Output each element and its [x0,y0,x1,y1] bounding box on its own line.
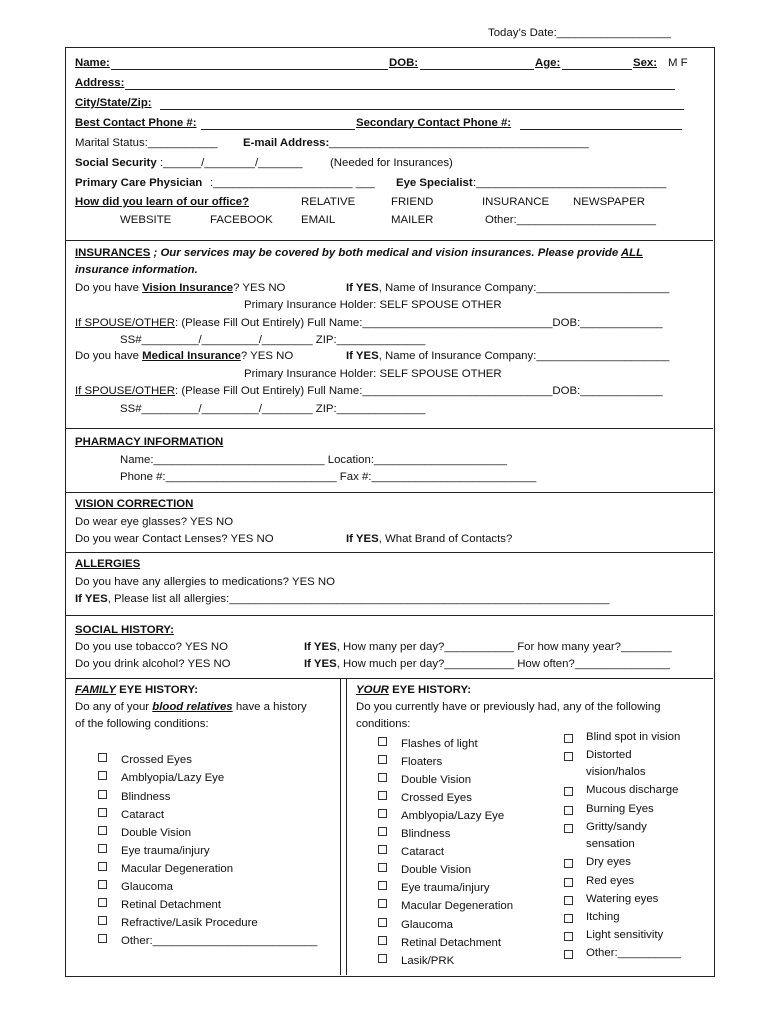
checkbox[interactable] [98,862,107,871]
checkbox[interactable] [378,827,387,836]
condition-label: Amblyopia/Lazy Eye [401,810,505,822]
referral-option-relative[interactable]: RELATIVE [301,196,356,208]
spouse-fullname-dob-field[interactable]: : (Please Fill Out Entirely) Full Name:______________________________DOB:_____________ [175,317,663,329]
condition-label: Gritty/sandy sensation [586,821,647,850]
family-history-title [75,684,198,696]
allergies-list[interactable] [75,593,609,605]
if-yes-label: If YES [346,533,379,545]
condition-item[interactable] [98,880,173,893]
checkbox[interactable] [98,826,107,835]
yes-no-options[interactable]: ? YES NO [233,282,286,294]
condition-label: Blindness [401,828,451,840]
insurance-intro [75,247,643,259]
condition-item[interactable] [98,790,170,803]
pharmacy-phone-fax[interactable]: Phone #:___________________________ Fax #:__________________________ [120,471,537,483]
condition-item[interactable] [378,954,454,967]
family-history-intro-continued: of the following conditions: [75,718,209,730]
social-security-field[interactable]: :______/________/_______ [160,157,303,169]
condition-label: Glaucoma [401,919,453,931]
condition-item[interactable] [378,881,490,894]
referral-option-email[interactable]: EMAIL [301,214,336,226]
blood-relatives-term: blood relatives [152,701,233,713]
condition-label: Macular Degeneration [121,863,234,875]
insurance-intro-all: ALL [620,247,644,259]
marital-status-label[interactable]: Marital Status:___________ [75,137,218,149]
condition-label: Eye trauma/injury [121,845,210,857]
condition-item[interactable] [564,729,694,746]
checkbox[interactable] [378,737,387,746]
condition-label: Double Vision [401,864,472,876]
checkbox[interactable] [378,845,387,854]
checkbox[interactable] [98,880,107,889]
checkbox[interactable] [378,773,387,782]
medical-ss-zip-line[interactable]: SS#_________/_________/________ ZIP:______________ [120,403,426,415]
your-word: YOUR [356,684,389,696]
eye-specialist-label: Eye Specialist [396,177,473,189]
referral-option-other[interactable]: Other:______________________ [485,214,657,226]
condition-item[interactable] [378,936,501,949]
eye-history-word: EYE HISTORY: [115,684,198,696]
checkbox[interactable] [98,808,107,817]
company-field[interactable]: , Name of Insurance Company:_____________________ [378,282,670,294]
condition-label: Other:__________ [586,947,682,959]
checkbox[interactable] [564,896,573,905]
condition-label: Refractive/Lasik Procedure [121,917,258,929]
checkbox[interactable] [564,824,573,833]
condition-label: Itching [586,911,620,923]
social-security-label: Social Security [75,157,157,169]
condition-item[interactable] [98,771,224,784]
dob-label: DOB: [389,57,419,69]
referral-question: How did you learn of our office? [75,196,250,208]
condition-item[interactable] [98,916,258,929]
social-history-title: SOCIAL HISTORY: [75,624,174,636]
question-prefix: Do you have [75,282,143,294]
referral-option-facebook[interactable]: FACEBOOK [210,214,273,226]
referral-option-friend[interactable]: FRIEND [391,196,434,208]
referral-option-newspaper[interactable]: NEWSPAPER [573,196,645,208]
email-label: E-mail Address: [243,137,330,149]
checkbox[interactable] [98,898,107,907]
medical-primary-holder[interactable]: Primary Insurance Holder: SELF SPOUSE OTHER [244,368,502,380]
condition-label: Light sensitivity [586,929,664,941]
checkbox[interactable] [378,936,387,945]
insurance-title: INSURANCES [75,247,151,259]
best-phone-field[interactable] [201,129,355,130]
dob-field[interactable] [420,69,534,70]
social-security-note: (Needed for Insurances) [330,157,453,169]
condition-label: Amblyopia/Lazy Eye [121,772,225,784]
condition-item[interactable] [564,909,694,926]
yes-no-options[interactable]: ? YES NO [240,350,294,362]
condition-label: Dry eyes [586,856,631,868]
condition-label: Floaters [401,756,443,768]
pharmacy-name-location[interactable]: Name:___________________________ Location:_____________________ [120,454,508,466]
name-field[interactable] [111,69,388,70]
eye-specialist-field[interactable]: :______________________________ [473,177,667,189]
checkbox[interactable] [378,809,387,818]
vision-ss-zip-line[interactable]: SS#_________/_________/________ ZIP:______________ [120,334,426,346]
sex-options[interactable]: M F [668,57,688,69]
checkbox[interactable] [378,881,387,890]
checkbox[interactable] [98,753,107,762]
your-history-intro: Do you currently have or previously had, any of the following [356,701,661,713]
family-word: FAMILY [75,684,116,696]
condition-item[interactable] [98,934,317,947]
condition-item[interactable] [564,854,694,871]
condition-label: Lasik/PRK [401,955,455,967]
condition-label: Retinal Detachment [401,937,502,949]
city-state-zip-field[interactable] [160,109,684,110]
condition-label: Flashes of light [401,738,478,750]
intro-suffix: have a history [232,701,307,713]
referral-option-mailer[interactable]: MAILER [391,214,434,226]
spouse-fullname-dob-field[interactable]: : (Please Fill Out Entirely) Full Name:______________________________DOB:_____________ [175,385,663,397]
condition-item[interactable] [378,773,471,786]
condition-item[interactable] [378,899,513,912]
medical-insurance-question[interactable] [75,350,293,362]
checkbox[interactable] [98,771,107,780]
if-yes-label: If YES [75,593,108,605]
condition-item[interactable] [564,782,694,799]
condition-label: Crossed Eyes [121,754,192,766]
family-history-intro [75,701,307,713]
condition-label: Crossed Eyes [401,792,472,804]
sex-label: Sex: [633,57,658,69]
checkbox[interactable] [378,899,387,908]
condition-label: Other:__________________________ [121,935,318,947]
condition-label: Glaucoma [121,881,173,893]
allergies-title: ALLERGIES [75,558,141,570]
tobacco-question[interactable]: Do you use tobacco? YES NO [75,641,229,653]
contacts-brand[interactable] [346,533,512,545]
condition-item[interactable] [564,819,694,853]
alcohol-fields[interactable]: , How much per day?___________ How often?_______________ [336,658,670,670]
checkbox[interactable] [564,806,573,815]
divider-social-history [65,615,713,616]
city-state-zip-label: City/State/Zip: [75,97,152,109]
condition-item[interactable] [564,801,694,818]
alcohol-question[interactable]: Do you drink alcohol? YES NO [75,658,231,670]
glasses-question[interactable]: Do wear eye glasses? YES NO [75,516,234,528]
spouse-other-label: If SPOUSE/OTHER [75,317,176,329]
name-label: Name: [75,57,110,69]
condition-item[interactable] [98,753,192,766]
condition-item[interactable] [378,845,444,858]
divider-allergies [65,552,713,553]
checkbox[interactable] [378,863,387,872]
checkbox[interactable] [378,755,387,764]
spouse-other-label: If SPOUSE/OTHER [75,385,176,397]
condition-item[interactable] [98,862,233,875]
condition-item[interactable] [98,844,210,857]
pharmacy-title: PHARMACY INFORMATION [75,436,224,448]
condition-label: Double Vision [121,827,192,839]
tobacco-detail[interactable] [304,641,672,653]
address-field[interactable] [125,89,675,90]
condition-label: Macular Degeneration [401,900,514,912]
divider-vision-correction [65,492,713,493]
tobacco-fields[interactable]: , How many per day?___________ For how many year?________ [336,641,672,653]
age-label: Age: [535,57,561,69]
condition-item[interactable] [378,791,472,804]
condition-item[interactable] [378,863,471,876]
eye-history-word: EYE HISTORY: [388,684,471,696]
condition-label: Burning Eyes [586,803,654,815]
secondary-phone-field[interactable] [520,129,682,130]
condition-label: Cataract [121,809,165,821]
contacts-question[interactable]: Do you wear Contact Lenses? YES NO [75,533,274,545]
intro-prefix: Do any of your [75,701,153,713]
referral-option-insurance[interactable]: INSURANCE [482,196,550,208]
secondary-phone-label: Secondary Contact Phone #: [356,117,512,129]
question-prefix: Do you have [75,350,143,362]
condition-item[interactable] [98,898,221,911]
medical-insurance-company[interactable] [346,350,669,362]
checkbox[interactable] [98,790,107,799]
checkbox[interactable] [564,752,573,761]
best-phone-label: Best Contact Phone #: [75,117,197,129]
checkbox[interactable] [564,950,573,959]
condition-label: Watering eyes [586,893,659,905]
vision-correction-title: VISION CORRECTION [75,498,194,510]
alcohol-detail[interactable] [304,658,670,670]
if-yes-label: If YES [304,641,337,653]
condition-label: Blind spot in vision [586,731,681,743]
condition-label: Double Vision [401,774,472,786]
condition-item[interactable] [564,873,694,890]
divider-insurance [65,240,713,241]
condition-label: Red eyes [586,875,635,887]
divider-pharmacy [65,428,713,429]
checkbox[interactable] [564,914,573,923]
company-field[interactable]: , Name of Insurance Company:_____________________ [378,350,670,362]
condition-item[interactable] [378,737,478,750]
vision-spouse-line[interactable] [75,317,663,329]
allergies-question[interactable]: Do you have any allergies to medications? YES NO [75,576,336,588]
primary-care-field[interactable]: :______________________ ___ [210,177,375,189]
vision-insurance-company[interactable] [346,282,669,294]
condition-item[interactable] [98,808,164,821]
medical-spouse-line[interactable] [75,385,663,397]
condition-label: Eye trauma/injury [401,882,490,894]
condition-item[interactable] [564,891,694,908]
checkbox[interactable] [564,787,573,796]
checkbox[interactable] [564,878,573,887]
todays-date-label[interactable]: Today’s Date:__________________ [488,27,671,39]
primary-care-label: Primary Care Physician [75,177,203,189]
checkbox[interactable] [564,734,573,743]
checkbox[interactable] [378,954,387,963]
vision-primary-holder[interactable]: Primary Insurance Holder: SELF SPOUSE OTHER [244,299,502,311]
checkbox[interactable] [98,934,107,943]
address-label: Address: [75,77,125,89]
brand-field[interactable]: , What Brand of Contacts? [378,533,513,545]
age-field[interactable] [562,69,632,70]
condition-item[interactable] [564,945,694,962]
your-history-title [356,684,471,696]
checkbox[interactable] [98,916,107,925]
if-yes-label: If YES [304,658,337,670]
allergies-field[interactable]: , Please list all allergies:____________________________________________________________ [107,593,610,605]
condition-item[interactable] [378,809,504,822]
condition-label: Distorted vision/halos [586,749,646,778]
condition-item[interactable] [564,747,694,781]
insurance-intro-text: ; Our services may be covered by both medical and vision insurances. Please provide [150,247,621,259]
checkbox[interactable] [564,932,573,941]
checkbox[interactable] [378,918,387,927]
condition-item[interactable] [98,826,191,839]
condition-item[interactable] [378,755,442,768]
condition-label: Retinal Detachment [121,899,222,911]
vision-insurance-term: Vision Insurance [142,282,234,294]
your-history-intro-continued: conditions: [356,718,411,730]
condition-item[interactable] [378,918,453,931]
condition-label: Blindness [121,791,171,803]
condition-item[interactable] [378,827,450,840]
condition-label: Cataract [401,846,445,858]
checkbox[interactable] [98,844,107,853]
referral-option-website[interactable]: WEBSITE [120,214,172,226]
medical-insurance-term: Medical Insurance [142,350,241,362]
vision-insurance-question[interactable] [75,282,285,294]
condition-item[interactable] [564,927,694,944]
insurance-intro-continued: insurance information. [75,264,198,276]
checkbox[interactable] [564,859,573,868]
checkbox[interactable] [378,791,387,800]
if-yes-label: If YES [346,282,379,294]
email-field[interactable]: _________________________________________ [329,137,589,149]
condition-label: Mucous discharge [586,784,679,796]
if-yes-label: If YES [346,350,379,362]
